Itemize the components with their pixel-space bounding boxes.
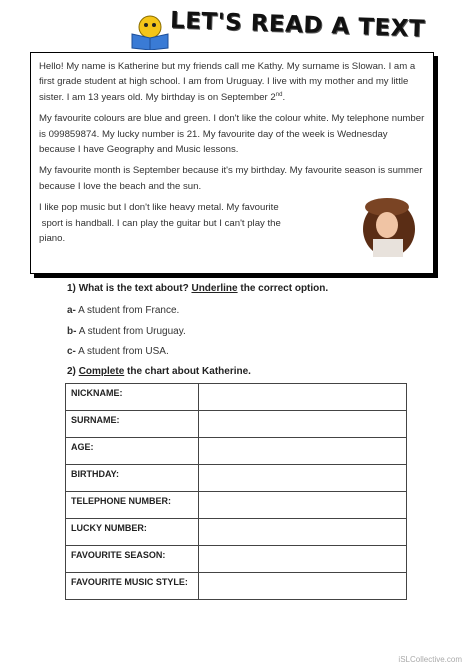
chart-row-label: FAVOURITE MUSIC STYLE: (66, 573, 199, 600)
paragraph-colours: My favourite colours are blue and green. I don't like the colour white. My telephone number is 099859874. My lucky number is 21. My favourite day of the week is Wednesday because I have Geography and Music lessons. (39, 113, 425, 156)
chart-row (66, 465, 407, 492)
chart-row (66, 384, 407, 411)
paragraph-month: My favourite month is September because it's my birthday. My favourite season is summer because I love the beach and the sun. (39, 165, 423, 192)
chart-answer-cell[interactable] (199, 384, 407, 411)
girl-photo (349, 195, 421, 257)
chart-answer-cell[interactable] (199, 519, 407, 546)
chart-answer-cell[interactable] (199, 411, 407, 438)
paragraph-music: I like pop music but I don't like heavy metal. My favourite sport is handball. I can play the guitar but I can't play the piano. (39, 202, 281, 245)
footer-watermark: iSLCollective.com (398, 655, 462, 664)
chart-row-label: AGE: (66, 438, 199, 465)
reading-text-box (30, 52, 434, 274)
chart-answer-cell[interactable] (199, 438, 407, 465)
paragraph-intro: Hello! My name is Katherine but my friends call me Kathy. My surname is Slowan. I am a first grade student at high school. I am from Uruguay. I live with my mother and my little sister. I am 13 years old. My birthday is on September 2nd. (39, 61, 416, 103)
katherine-chart (65, 383, 407, 600)
chart-answer-cell[interactable] (199, 492, 407, 519)
chart-row (66, 519, 407, 546)
chart-answer-cell[interactable] (199, 546, 407, 573)
chart-answer-cell[interactable] (199, 465, 407, 492)
chart-row-label: LUCKY NUMBER: (66, 519, 199, 546)
option-c: c- A student from USA. (67, 346, 169, 357)
question-1: 1) What is the text about? Underline the correct option. (67, 283, 329, 294)
chart-row-label: FAVOURITE SEASON: (66, 546, 199, 573)
chart-row (66, 573, 407, 600)
chart-row-label: BIRTHDAY: (66, 465, 199, 492)
option-a: a- A student from France. (67, 305, 180, 316)
page-title: LET'S READ A TEXT (169, 7, 426, 43)
chart-answer-cell[interactable] (199, 573, 407, 600)
chart-row (66, 492, 407, 519)
chart-row-label: SURNAME: (66, 411, 199, 438)
chart-row (66, 411, 407, 438)
chart-row (66, 546, 407, 573)
chart-row (66, 438, 407, 465)
question-2-label: 2) Complete the chart about Katherine. (67, 366, 251, 377)
chart-row-label: TELEPHONE NUMBER: (66, 492, 199, 519)
reading-smiley-icon (128, 14, 172, 50)
option-b: b- A student from Uruguay. (67, 326, 186, 337)
chart-row-label: NICKNAME: (66, 384, 199, 411)
worksheet-header (0, 0, 474, 52)
